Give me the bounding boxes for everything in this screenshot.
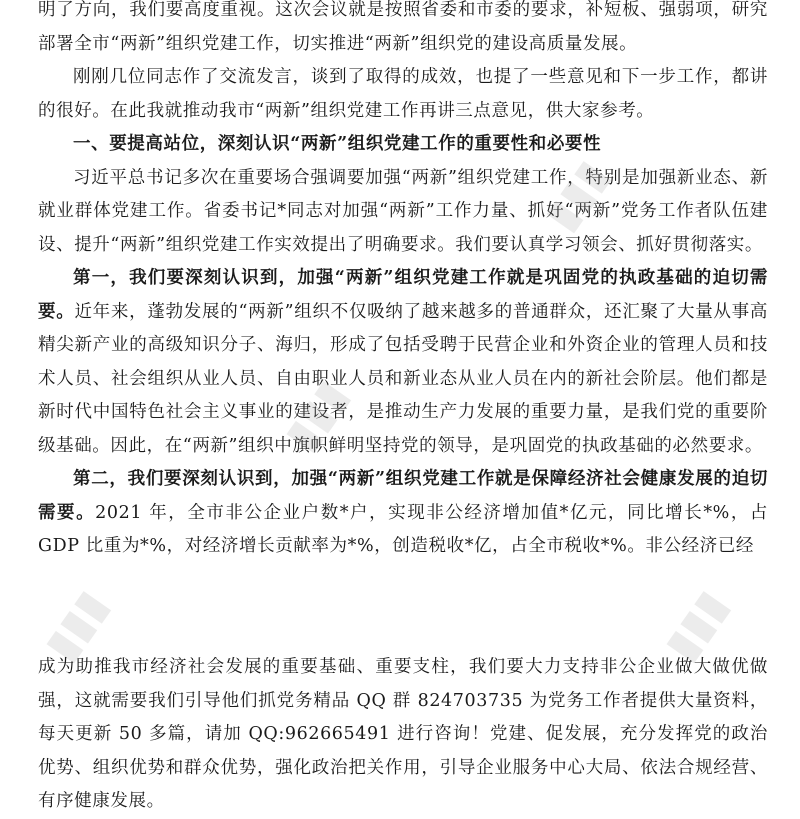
section-heading-1: 一、要提高站位，深刻认识“两新”组织党建工作的重要性和必要性 bbox=[73, 134, 602, 154]
paragraph-xi-instructions: 习近平总书记多次在重要场合强调要加强“两新”组织党建工作，特别是加强新业态、新就业群体党建工作。省委书记*同志对加强“两新”工作力量、抓好“两新”党务工作者队伍建设、提升“两新”组织党建工作实效提出了明确要求。我们要认真学习领会、抓好贯彻落实。 bbox=[38, 167, 768, 255]
second-point-lead: 第二，我们要深刻认识到，加强“两新”组织党建工作就是保障经济社会健康发展的迫切需要。 bbox=[38, 469, 768, 523]
watermark-mark: ▮▮▮ bbox=[534, 151, 619, 240]
document-text-upper bbox=[38, 0, 768, 564]
document-text-lower bbox=[38, 651, 768, 819]
first-point-body: 近年来，蓬勃发展的“两新”组织不仅吸纳了越来越多的普通群众，还汇聚了大量从事高精尖新产业的高级知识分子、海归，形成了包括受聘于民营企业和外资企业的管理人员和技术人员、社会组织从业人员、自由职业人员和新业态从业人员在内的新社会阶层。他们都是新时代中国特色社会主义事业的建设者，是推动生产力发展的重要力量，是我们党的重要阶级基础。因此，在“两新”组织中旗帜鲜明坚持党的领导，是巩固党的执政基础的必然要求。 bbox=[38, 301, 768, 456]
paragraph-continued: 明了方向，我们要高度重视。这次会议就是按照省委和市委的要求，补短板、强弱项，研究部署全市“两新”组织党建工作，切实推进“两新”组织党的建设高质量发展。 bbox=[38, 0, 768, 54]
paragraph-exchange-remarks: 刚刚几位同志作了交流发言，谈到了取得的成效，也提了一些意见和下一步工作，都讲的很好。在此我就推动我市“两新”组织党建工作再讲三点意见，供大家参考。 bbox=[38, 67, 768, 121]
paragraph-economy-continued: 成为助推我市经济社会发展的重要基础、重要支柱，我们要大力支持非公企业做大做优做强，这就需要我们引导他们抓党务精品 QQ 群 824703735 为党务工作者提供大量资料，每天更新 50 多篇，请加 QQ:962665491 进行咨询！党建、促发展，充分发挥党的政治优势、组织优势和群众优势，强化政治把关作用，引导企业服务中心大局、依法合规经营、有序健康发展。 bbox=[38, 657, 768, 811]
second-point-body: 2021 年，全市非公企业户数*户，实现非公经济增加值*亿元，同比增长*%，占 GDP 比重为*%，对经济增长贡献率为*%，创造税收*亿，占全市税收*%。非公经济已经 bbox=[38, 502, 768, 556]
paragraph-second-point bbox=[38, 463, 768, 564]
watermark-mark: ▮▮▮ bbox=[274, 371, 359, 460]
watermark-mark: ▮▮▮ bbox=[34, 581, 119, 670]
first-point-lead: 第一，我们要深刻认识到，加强“两新”组织党建工作就是巩固党的执政基础的迫切需要。 bbox=[38, 268, 768, 322]
watermark-mark: ▮▮▮ bbox=[654, 581, 739, 670]
paragraph-first-point bbox=[38, 262, 768, 463]
